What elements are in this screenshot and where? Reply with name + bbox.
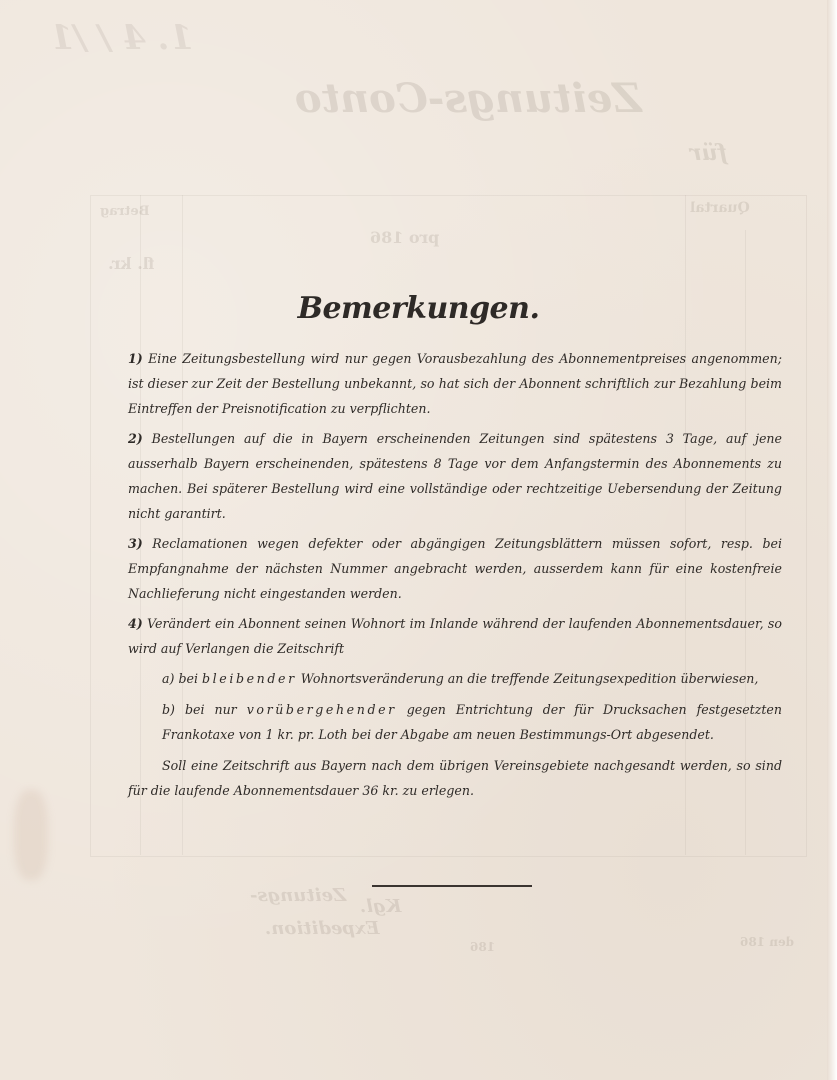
remark-subitem-a	[162, 666, 782, 691]
subitem-label: b)	[162, 702, 175, 717]
divider-rule	[372, 885, 532, 887]
remark-number: 2)	[128, 431, 143, 446]
remark-subitem-b	[162, 697, 782, 747]
remark-item-3	[128, 531, 782, 606]
remark-note: Soll eine Zeitschrift aus Bayern nach dem übrigen Vereinsgebiete nachgesandt werden, so sind für die laufende Abonnementsdauer 36 kr. zu erlegen.	[128, 758, 782, 798]
remark-number: 1)	[128, 351, 143, 366]
remark-item-1	[128, 346, 782, 421]
ghost-kgl: Kgl.	[360, 896, 402, 917]
remarks-body	[128, 346, 782, 803]
ghost-pro: pro 186	[370, 228, 440, 247]
ghost-title: Zeitungs-Conto	[295, 75, 642, 122]
paper-edge	[827, 0, 837, 1080]
ghost-fur: für	[690, 140, 728, 166]
ghost-fl-kr: fl. kr.	[108, 254, 155, 273]
subitem-label: a)	[162, 671, 175, 686]
remark-text: Verändert ein Abonnent seinen Wohnort im Inlande während der laufenden Abonnementsdauer, so wird auf Verlangen die Zeitschrift	[128, 616, 782, 656]
remark-item-2	[128, 426, 782, 526]
ghost-den: den 186	[740, 935, 794, 949]
ghost-betrag: Betrag	[100, 204, 150, 219]
remark-text: Reclamationen wegen defekter oder abgängigen Zeitungsblättern müssen sofort, resp. bei Empfangnahme der nächsten Nummer angebracht werden, ausserdem kann für eine kostenfreie Nachlieferung nicht eingestanden werden.	[128, 536, 782, 601]
ghost-expedition: Expedition.	[265, 918, 380, 939]
remark-number: 4)	[128, 616, 143, 631]
subitem-emphasis: bleibender	[202, 671, 297, 686]
paper-stain	[14, 790, 48, 880]
remark-number: 3)	[128, 536, 143, 551]
subitem-lead: bei nur	[184, 702, 237, 717]
subitem-emphasis: vorübergehender	[246, 702, 397, 717]
ghost-number: 186	[470, 940, 496, 954]
remark-text: Bestellungen auf die in Bayern erscheinenden Zeitungen sind spätestens 3 Tage, auf jene ausserhalb Bayern erscheinenden, spätestens 8 Tage vor dem Anfangstermin des Abonnements zu machen. Bei späterer Bestellung wird eine vollständige oder rechtzeitige Uebersendung der Zeitung nicht garantirt.	[128, 431, 782, 521]
ghost-scribble: 1. 4 / /1	[50, 18, 194, 58]
subitem-text: gegen Entrichtung der für Drucksachen festgesetzten Frankotaxe von 1 kr. pr. Loth bei der Abgabe am neuen Bestimmungs-Ort abgesendet.	[162, 702, 782, 742]
subitem-text: Wohnortsveränderung an die treffende Zeitungsexpedition überwiesen,	[300, 671, 759, 686]
remark-text: Eine Zeitungsbestellung wird nur gegen Vorausbezahlung des Abonnementpreises angenommen; ist dieser zur Zeit der Bestellung unbekannt, so hat sich der Abonnent schriftlich zur Bezahlung beim Eintreffen der Preisnotification zu verpflichten.	[128, 351, 782, 416]
ghost-zeitungs: Zeitungs-	[250, 885, 347, 906]
page-title: Bemerkungen.	[297, 291, 540, 326]
remark-item-4	[128, 611, 782, 661]
subitem-lead: bei	[178, 671, 198, 686]
ghost-quartal: Quartal	[690, 200, 750, 216]
